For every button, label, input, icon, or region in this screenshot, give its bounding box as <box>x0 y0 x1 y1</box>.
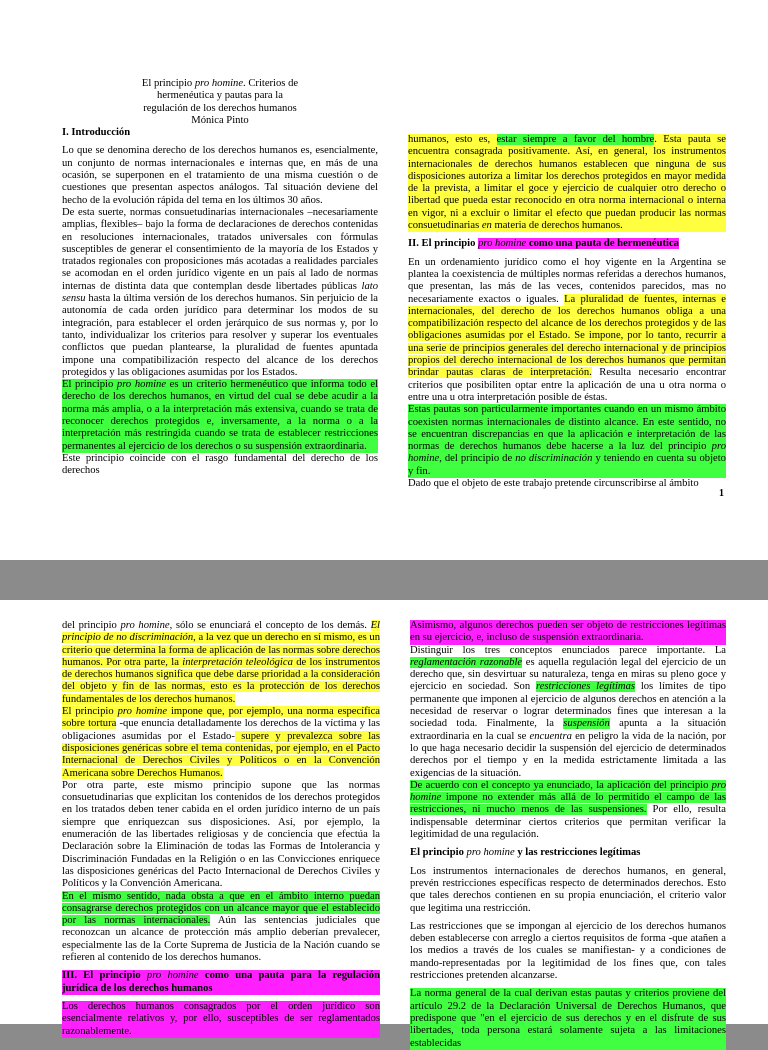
highlighted-paragraph: La norma general de la cual derivan estas pautas y criterios proviene del artículo 29.2 de la Declaración Universal de Derechos Humanos, que predispone que "en el ejercicio de sus derechos y en el disfrute de sus libertades, toda persona estará solamente sujeta a las limitaciones establecidas <box>410 988 726 1049</box>
paragraph: En el mismo sentido, nada obsta a que en el ámbito interno puedan consagrarse derechos protegidos con un alcance mayor que el establecido por las normas internacionales. Aún las sentencias judiciales que reconozcan un alcance de protección más amplio deberían prevalecer, especialmente las de la Corte Suprema de Justicia de la Nación cuando se refieren al contenido de los derechos humanos. <box>62 890 380 964</box>
highlighted-paragraph: El principio pro homine es un criterio hermenéutico que informa todo el derecho de los derechos humanos, en virtud del cual se debe acudir a la norma más amplia, o a la interpretación más extensiva, cuando se trata de reconocer derechos protegidos e, inversamente, a la norma o a la interpretación más restringida cuando se trata de establecer restricciones permanentes al ejercicio de los derechos o su suspensión extraordinaria. <box>62 379 378 452</box>
section-1-heading: I. Introducción <box>62 127 131 139</box>
section-3-heading: III. El principio pro homine como una pauta para la regulación jurídica de los derechos humanos <box>62 970 380 994</box>
document-page-2 <box>0 600 768 1049</box>
paragraph: Distinguir los tres conceptos enunciados parece importante. La reglamentación razonable es aquella regulación legal del ejercicio de un derecho que, sin desvirtuar su naturaleza, tenga en miras su pleno goce y ejercicio en sociedad. Son restricciones legítimas los límites de tipo permanente que imponen al ejercicio de algunos derechos en atención a la necesidad de reservar o lograr determinados fines que interesan a la sociedad toda. Finalmente, la suspensión apunta a la situación extraordinaria en la cual se encuentra en peligro la vida de la nación, por lo que haga necesario decidir la suspensión del ejercicio de determinados derechos por el tiempo y en la medida estrictamente limitada a las exigencias de la situación. <box>410 644 727 779</box>
section-2-heading: II. El principio pro homine como una pauta de hermenéutica <box>408 238 679 250</box>
author-name: Mónica Pinto <box>191 114 249 126</box>
subsection-heading: El principio pro homine y las restricciones legítimas <box>410 847 641 859</box>
paragraph: Este principio coincide con el rasgo fundamental del derecho de los derechos <box>62 452 378 477</box>
document-title: El principio pro homine. Criterios de hermenéutica y pautas para la regulación de los derechos humanos Mónica Pinto <box>141 78 299 126</box>
highlighted-paragraph: humanos, esto es, estar siempre a favor del hombre. Esta pauta se encuentra consagrada positivamente. Así, en general, los instrumentos internacionales de derechos humanos establecen que ninguna de sus disposiciones autoriza a limitar los derechos protegidos en mayor medida de la prevista, a limitar el goce y ejercicio de cualquier otro derecho o libertad que pueda estar reconocido en otra norma internacional o interna en vigor, ni a excluir o limitar el efecto que puedan producir las normas consuetudinarias en materia de derechos humanos. <box>408 134 726 232</box>
paragraph: De acuerdo con el concepto ya enunciado, la aplicación del principio pro homine impone no extender más allá de lo permitido el campo de las restricciones, ni mucho menos de las suspensiones. Por ello, resulta indispensable determinar ciertos criterios que permitan verificar la legitimidad de una regulación. <box>410 779 727 841</box>
paragraph: De esta suerte, normas consuetudinarias internacionales –necesariamente amplias, flexibles– bajo la forma de declaraciones de derechos contenidas en resoluciones internacionales, tratados universales con fórmulas susceptibles de generar el consentimiento de la mayoría de los Estados y tratados regionales con proposiciones más acotadas a realidades parciales se acomodan en el orden jurídico vigente en un país al lado de normas internas de distinta data que contemplan desde libertades públicas lato sensu hasta la última versión de los derechos humanos. Sin perjuicio de la autonomía de cada orden jurídico para determinar los modos de su integración, para establecer el orden jerárquico de sus normas y, por lo tanto, individualizar los criterios para resolver y superar los eventuales conflictos que puedan plantearse, la pluralidad de fuentes apuntada impone una compatibilización respecto del alcance de los derechos protegidos y las obligaciones asumidas por los Estados. <box>62 206 378 378</box>
page1-right-column <box>408 134 726 490</box>
paragraph: Los instrumentos internacionales de derechos humanos, en general, prevén restricciones específicas respecto de determinados derechos. Esto que tales derechos contienen en su propia enunciación, el criterio valor que legitima una restricción. <box>410 865 726 914</box>
highlighted-paragraph: Estas pautas son particularmente importantes cuando en un mismo ámbito coexisten normas internacionales de distinto alcance. En este sentido, no se encuentran discrepancias en que la aplicación e interpretación de las normas de derechos humanos debe hacerse a la luz del principio pro homine, del principio de no discriminación y teniendo en cuenta su objeto y fin. <box>408 404 726 477</box>
highlighted-paragraph: Asimismo, algunos derechos pueden ser objeto de restricciones legítimas en su ejercicio, e, incluso de suspensión extraordinaria. <box>410 620 726 644</box>
page1-left-column <box>62 78 378 478</box>
paragraph: del principio pro homine, sólo se enunciará el concepto de los demás. El principio de no discriminación, a la vez que un derecho en sí mismo, es un criterio que determina la forma de aplicación de las normas sobre derechos humanos. Por otra parte, la interpretación teleológica de los instrumentos de derechos humanos significa que debe darse prioridad a la consideración del objeto y fin de las normas, esto es la protección de los derechos fundamentales de los derechos humanos. <box>62 620 381 705</box>
paragraph: El principio pro homine impone que, por ejemplo, una norma específica sobre tortura -que enuncia detalladamente los derechos de la víctima y las obligaciones asumidas por el Estado- supere y prevalezca sobre las disposiciones genéricas sobre el tema contenidas, por ejemplo, en el Pacto Internacional de Derechos Civiles y Políticos o en la Convención Americana sobre Derechos Humanos. <box>62 706 380 779</box>
page2-right-column <box>410 620 726 1050</box>
paragraph: En un ordenamiento jurídico como el hoy vigente en la Argentina se plantea la coexistencia de múltiples normas referidas a derechos humanos, que presentan, las más de las veces, contenidos parecidos, mas no necesariamente exactos o iguales. La pluralidad de fuentes, internas e internacionales, del derecho de los derechos humanos obliga a una compatibilización respecto del alcance de los derechos protegidos y de las obligaciones asumidas por el Estado. Se impone, por lo tanto, recurrir a una serie de principios generales del derecho internacional y de principios propios del derecho internacional de los derechos humanos que permitan brindar pautas claras de interpretación. Resulta necesario encontrar criterios que posibiliten optar entre la aplicación de una u otra norma o entre una u otra interpretación posible de éstas. <box>408 256 727 403</box>
paragraph: Las restricciones que se impongan al ejercicio de los derechos humanos deben establecerse con arreglo a ciertos requisitos de forma -que atañen a los medios a través de los cuales se manifiestan- y a condiciones de mando-representadas por la legitimidad de los fines que, con tales restricciones pretenden alcanzarse. <box>410 920 726 982</box>
page2-left-column <box>62 620 380 1038</box>
paragraph: Dado que el objeto de este trabajo pretende circunscribirse al ámbito <box>408 478 699 490</box>
paragraph: Lo que se denomina derecho de los derechos humanos es, esencialmente, un conjunto de normas internacionales e internas que, en más de una ocasión, se superponen en el tratamiento de una misma cuestión o de cuestiones que presentan aspectos análogos. Tal situación deviene del hecho de la evolución rápida del tema en los últimos 30 años. <box>62 145 378 206</box>
highlighted-paragraph: Los derechos humanos consagrados por el orden jurídico son esencialmente relativos y, por ello, susceptibles de ser reglamentados razonablemente. <box>62 1000 380 1037</box>
paragraph: Por otra parte, este mismo principio supone que las normas consuetudinarias que explicitan los contenidos de los derechos protegidos en los tratados deben tener cabida en el orden jurídico interno de un país siempre que enriquezcan sus disposiciones. Así, por ejemplo, la enumeración de las libertades religiosas y de conciencia que efectúa la Declaración sobre la Eliminación de todas las Formas de Intolerancia y Discriminación Fundadas en la Religión o en las Convicciones enriquece las disposiciones genéricas del Pacto Internacional de Derechos Civiles y Políticos y la Convención Americana. <box>62 779 380 890</box>
page-number: 1 <box>719 488 724 499</box>
